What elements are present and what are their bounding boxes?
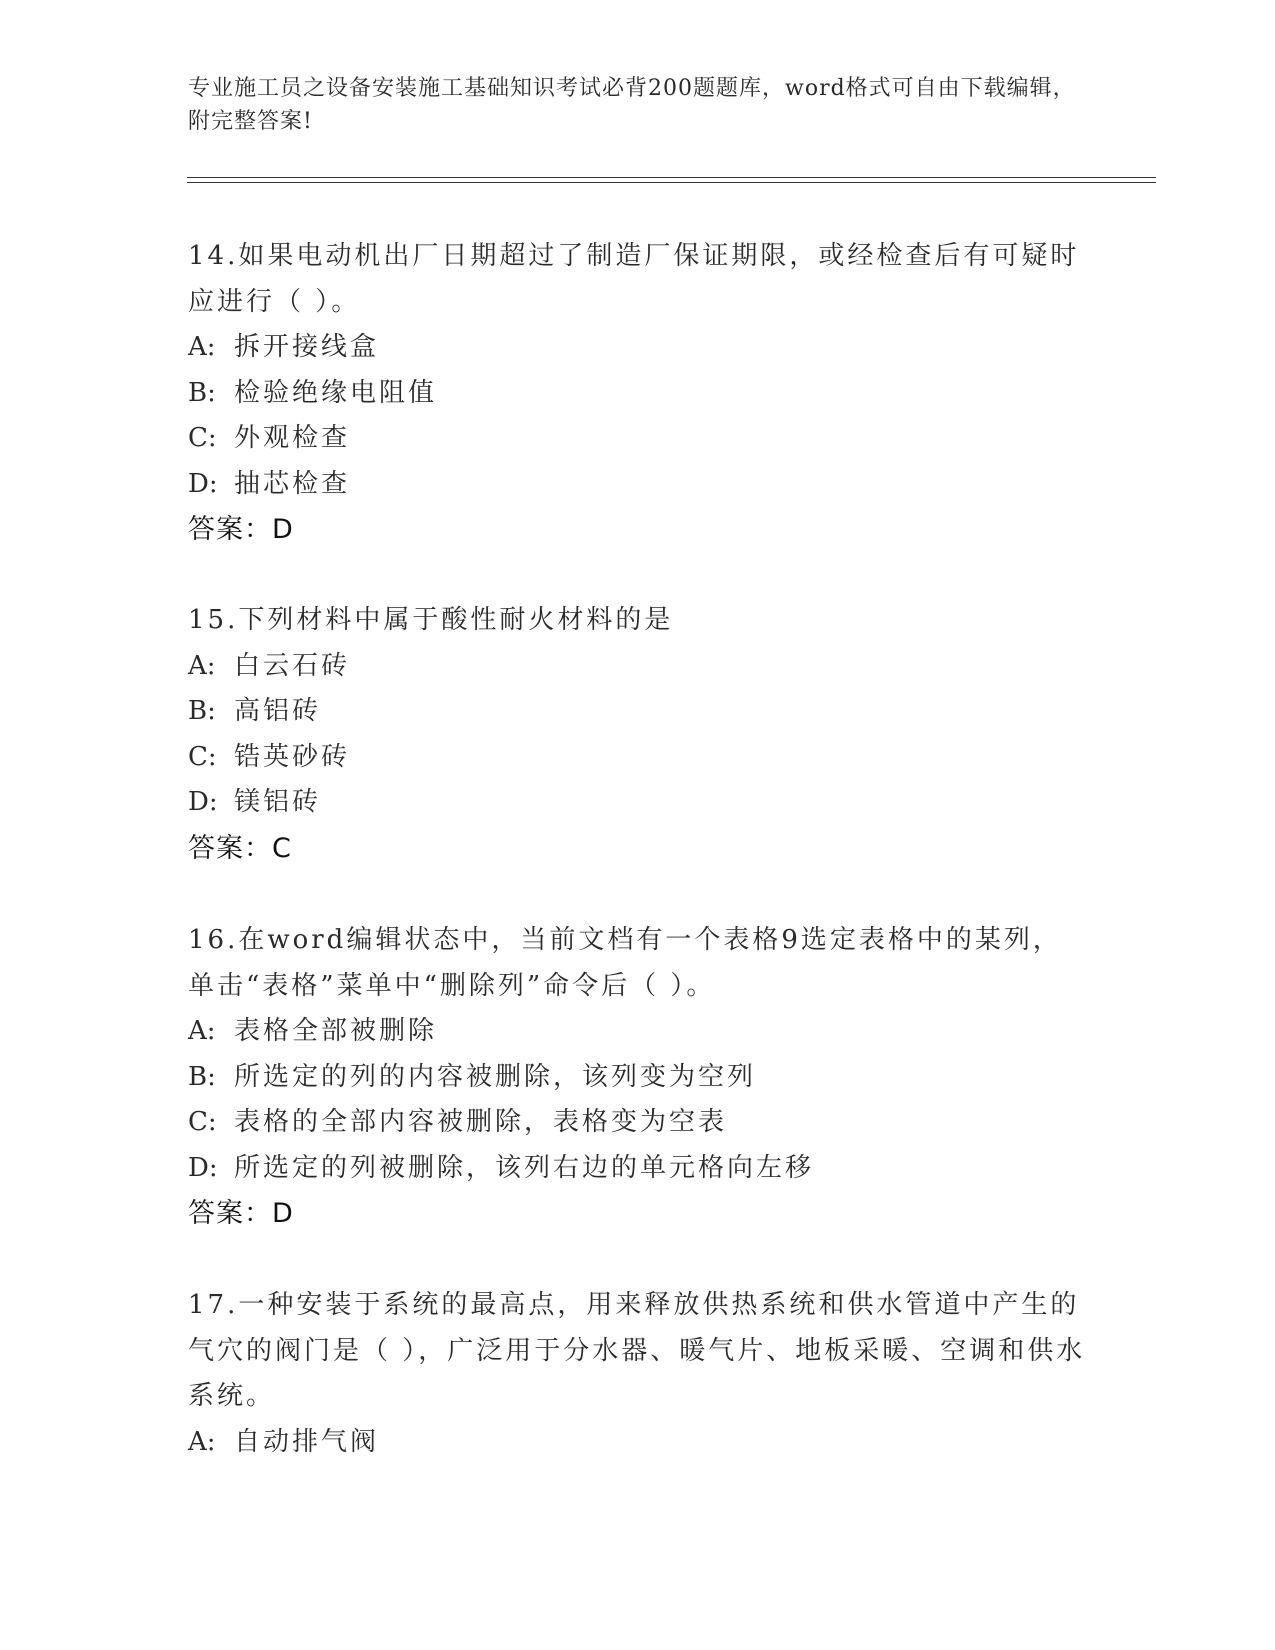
option-text: 所选定的列被删除，该列右边的单元格向左移 (234, 1152, 815, 1183)
option-key: B: (188, 377, 216, 408)
question-15 (188, 598, 1088, 871)
option-text: 拆开接线盒 (234, 332, 380, 362)
option-d (188, 780, 1088, 826)
option-text: 所选定的列的内容被删除，该列变为空列 (234, 1061, 757, 1092)
option-key: A: (188, 332, 216, 362)
option-key: C: (188, 423, 217, 453)
option-d (188, 462, 1088, 508)
option-key: D: (188, 468, 218, 499)
option-key: C: (188, 1107, 217, 1137)
option-a (188, 1420, 1088, 1466)
question-text: 17.一种安装于系统的最高点，用来释放供热系统和供水管道中产生的气穴的阀门是（ ），广泛用于分水器、暖气片、地板采暖、空调和供水系统。 (188, 1290, 1086, 1411)
option-text: 外观检查 (234, 423, 351, 453)
option-text: 锆英砂砖 (234, 741, 351, 772)
header-divider-top (187, 177, 1156, 178)
option-text: 检验绝缘电阻值 (234, 377, 438, 408)
option-key: B: (188, 696, 216, 726)
option-key: D: (188, 787, 218, 817)
option-key: A: (188, 1016, 216, 1046)
option-b (188, 1055, 1088, 1101)
option-key: B: (188, 1061, 216, 1092)
answer-label: 答案：C (188, 832, 292, 864)
option-text: 表格的全部内容被删除，表格变为空表 (234, 1107, 728, 1137)
option-text: 抽芯检查 (234, 468, 351, 499)
option-d (188, 1146, 1088, 1192)
question-text: 16.在word编辑状态中，当前文档有一个表格9选定表格中的某列，单击“表格”菜单中“删除列”命令后（ ）。 (188, 925, 1062, 1001)
option-text: 高铝砖 (234, 696, 322, 726)
option-b (188, 689, 1088, 735)
option-c (188, 416, 1088, 462)
option-b (188, 371, 1088, 417)
answer-label: 答案：D (188, 1198, 294, 1229)
question-14 (188, 234, 1088, 553)
question-17 (188, 1283, 1088, 1465)
answer-label: 答案：D (188, 514, 294, 545)
option-key: D: (188, 1152, 218, 1183)
option-key: A: (188, 1426, 216, 1457)
option-text: 白云石砖 (234, 650, 351, 681)
option-c (188, 735, 1088, 781)
header-divider-bottom (187, 182, 1156, 183)
option-c (188, 1100, 1088, 1146)
option-text: 表格全部被删除 (234, 1016, 438, 1046)
question-16 (188, 918, 1088, 1237)
option-text: 自动排气阀 (234, 1426, 380, 1457)
option-text: 镁铝砖 (234, 787, 322, 817)
question-text: 15.下列材料中属于酸性耐火材料的是 (188, 605, 674, 635)
option-a (188, 644, 1088, 690)
option-a (188, 325, 1088, 371)
option-key: C: (188, 741, 217, 772)
document-header-title: 专业施工员之设备安装施工基础知识考试必背200题题库，word格式可自由下载编辑，附完整答案! (188, 76, 1076, 134)
option-a (188, 1009, 1088, 1055)
option-key: A: (188, 650, 216, 681)
question-text: 14.如果电动机出厂日期超过了制造厂保证期限，或经检查后有可疑时应进行（ ）。 (188, 241, 1080, 317)
